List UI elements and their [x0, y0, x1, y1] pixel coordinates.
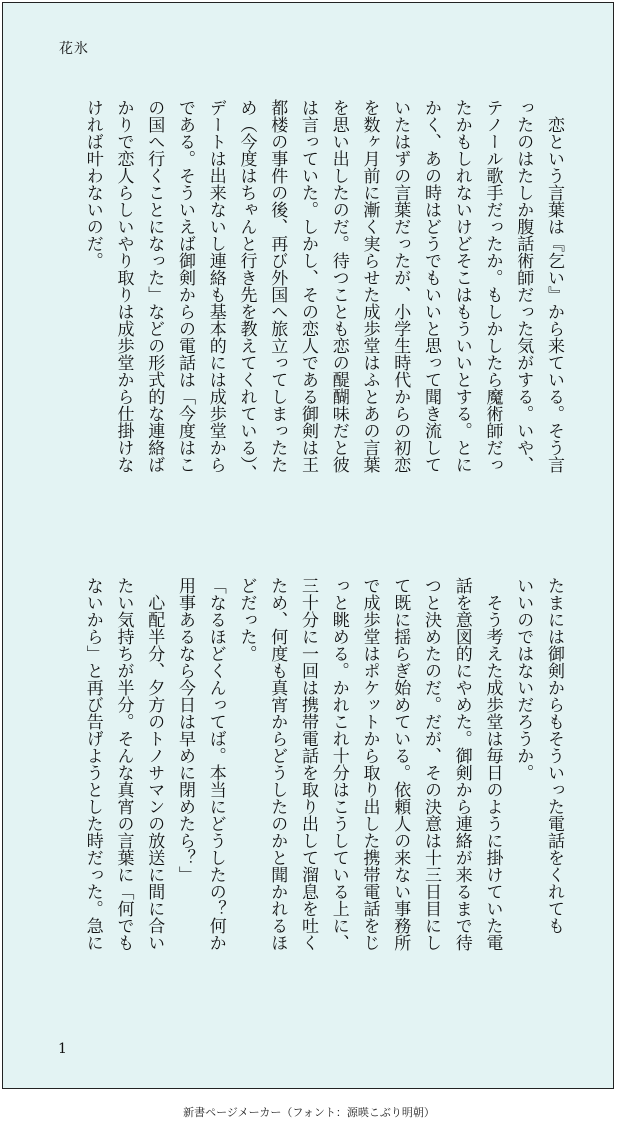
text-line: いいのではないだろうか。 — [513, 577, 534, 781]
text-line: つと決めたのだ。だが、その決意は十三日目にし — [421, 577, 441, 951]
lower-text-block — [57, 577, 569, 1017]
text-line: たい気持ちが半分。そんな真宵の言葉に「何でも — [113, 577, 134, 951]
text-line: テノール歌手だったか。もしかしたら魔術師だっ — [482, 99, 503, 473]
footer-caption: 新書ページメーカー（フォント：源暎こぶり明朝） — [183, 1106, 435, 1119]
text-line: ため、何度も真宵からどうしたのかと聞かれるほ — [267, 577, 288, 951]
text-line: かく、あの時はどうでもいいと思って聞き流して — [421, 99, 441, 473]
text-line: 用事あるなら今日は早めに閉めたら？」 — [175, 577, 195, 883]
text-line: そう考えた成歩堂は毎日のように掛けていた電 — [482, 577, 503, 951]
text-line: の国へ行くことになった」などの形式的な連絡ば — [144, 99, 165, 473]
text-line: デートは出来ないし連絡も基本的には成歩堂から — [205, 99, 226, 473]
text-line: っと眺める。かれこれ十分はこうしている上に、 — [328, 577, 349, 951]
text-line: め（今度はちゃんと行き先を教えてくれている）、 — [236, 99, 257, 482]
text-line: たかもしれないけどそこはもういいとする。とに — [451, 99, 472, 473]
page-header-title: 花氷 — [59, 41, 89, 57]
text-line: である。そういえば御剣からの電話は「今度はこ — [175, 99, 195, 473]
text-line: 「なるほどくんってば。本当にどうしたの？何か — [205, 577, 226, 951]
text-line: いたはずの言葉だったが、小学生時代からの初恋 — [390, 99, 411, 473]
upper-text-block — [57, 99, 569, 539]
text-line: ったのはたしか腹話術師だった気がする。いや、 — [513, 99, 534, 473]
text-line: は言っていた。しかし、その恋人である御剣は王 — [298, 99, 318, 473]
text-line: で成歩堂はポケットから取り出した携帯電話をじ — [359, 577, 380, 951]
text-line: 三十分に一回は携帯電話を取り出して溜息を吐く — [298, 577, 318, 951]
text-line: かりで恋人らしいやり取りは成歩堂から仕掛けな — [113, 99, 134, 473]
text-line: 都楼の事件の後、再び外国へ旅立ってしまったた — [267, 99, 288, 473]
manuscript-page — [2, 2, 614, 1089]
text-line: 話を意図的にやめた。御剣から連絡が来るまで待 — [451, 577, 472, 951]
text-line: ければ叶わないのだ。 — [82, 99, 103, 269]
text-line: 心配半分、夕方のトノサマンの放送に間に合い — [144, 577, 165, 951]
page-number: 1 — [58, 1041, 67, 1057]
text-line: たまには御剣からもそういった電話をくれても — [544, 577, 564, 934]
text-line: ないから」と再び告げようとした時だった。急に — [82, 577, 103, 951]
text-line: を数ヶ月前に漸く実らせた成歩堂はふとあの言葉 — [359, 99, 380, 473]
text-line: を思い出したのだ。待つことも恋の醍醐味だと彼 — [328, 99, 349, 473]
text-line: 恋という言葉は『乞い』から来ている。そう言 — [544, 99, 564, 473]
text-line: て既に揺らぎ始めている。依頼人の来ない事務所 — [390, 577, 411, 951]
text-line: どだった。 — [236, 577, 257, 662]
